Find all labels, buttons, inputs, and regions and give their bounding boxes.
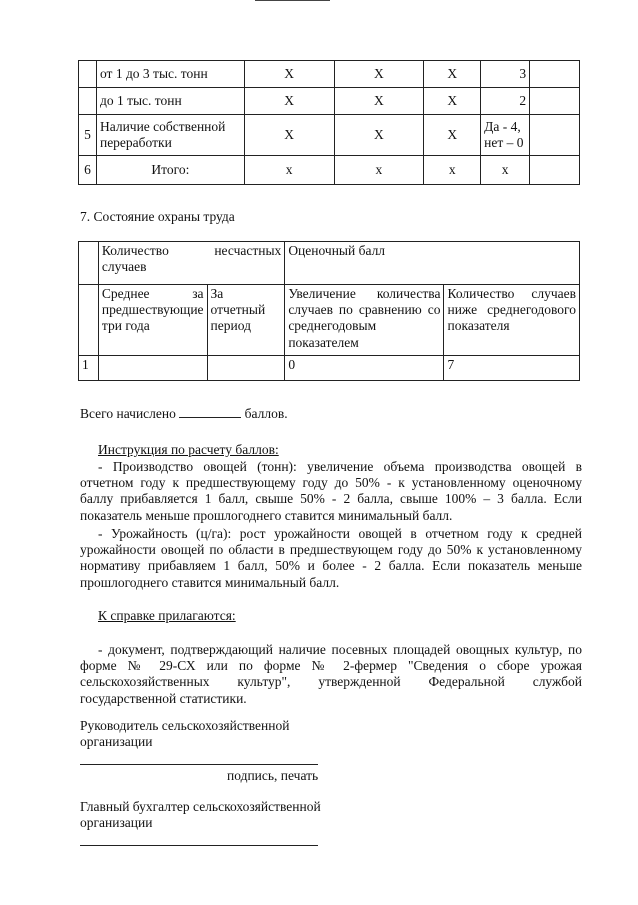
score-cell: 2 — [481, 88, 530, 115]
table-cell — [79, 285, 99, 356]
total-suffix: баллов. — [244, 406, 288, 421]
table-cell: X — [424, 115, 481, 156]
table-cell: 7 — [444, 356, 580, 381]
table-cell: X — [334, 61, 424, 88]
table-cell — [530, 88, 580, 115]
table-row — [79, 61, 580, 88]
head-signature-label: Руководитель сельскохозяйственной организации — [80, 718, 290, 750]
head-signature-line[interactable] — [80, 764, 318, 765]
table-cell — [98, 356, 207, 381]
instructions-heading: Инструкция по расчету баллов: — [98, 442, 279, 457]
table-cell — [530, 156, 580, 185]
row-label: Наличие собственной переработки — [96, 115, 244, 156]
accountant-signature-label: Главный бухгалтер сельскохозяйственной организации — [80, 799, 321, 831]
attachments-heading: К справке прилагаются: — [98, 608, 236, 623]
table-header-row — [79, 285, 580, 356]
row-label: до 1 тыс. тонн — [96, 88, 244, 115]
table-cell — [530, 61, 580, 88]
row-number — [79, 88, 97, 115]
table-cell — [79, 242, 99, 285]
table-cell: 0 — [285, 356, 444, 381]
top-edge-line — [255, 0, 330, 1]
accountant-signature-line[interactable] — [80, 845, 318, 846]
total-line — [80, 406, 288, 422]
row-number: 1 — [79, 356, 99, 381]
row-number: 5 — [79, 115, 97, 156]
table-cell: X — [244, 115, 334, 156]
table-row — [79, 115, 580, 156]
score-cell: х — [481, 156, 530, 185]
total-blank-field[interactable] — [179, 406, 241, 418]
header-below: Количество случаев ниже среднегодового показателя — [444, 285, 580, 356]
table-cell: X — [424, 61, 481, 88]
table-cell: X — [244, 88, 334, 115]
instruction-paragraph: - Урожайность (ц/га): рост урожайности овощей в отчетном году к средней урожайности овощей по области в предшествующем году до 50% к установленному нормативу прибавляем 1 балл, 50% и более - 2 балла. Если показатель меньше прошлогоднего ставится минимальный балл. — [80, 526, 582, 590]
table-row — [79, 356, 580, 381]
header-average: Среднее за предшествующие три года — [98, 285, 207, 356]
table-row — [79, 88, 580, 115]
header-period: За отчетный период — [207, 285, 285, 356]
total-prefix: Всего начислено — [80, 406, 176, 421]
table-cell: X — [424, 88, 481, 115]
table-header-row — [79, 242, 580, 285]
score-cell: Да - 4, нет – 0 — [481, 115, 530, 156]
table-cell: х — [424, 156, 481, 185]
table-cell — [530, 115, 580, 156]
row-number: 6 — [79, 156, 97, 185]
table-cell: х — [334, 156, 424, 185]
table-cell — [207, 356, 285, 381]
signature-caption: подпись, печать — [227, 768, 319, 783]
instruction-paragraph: - Производство овощей (тонн): увеличение объема производства овощей в отчетном году к предшествующему году до 50% - к установленному оценочному баллу прибавляется 1 балл, свыше 50% - 2 балла, свыше 100% – 3 балла. Если показатель меньше прошлогоднего ставится минимальный балл. — [80, 459, 582, 523]
table-cell: х — [244, 156, 334, 185]
table-cell: X — [334, 115, 424, 156]
attachment-paragraph: - документ, подтверждающий наличие посевных площадей овощных культур, по форме № 29-СХ или по форме № 2-фермер "Сведения о сборе урожая сельскохозяйственных культур", утвержденной Федеральной службой государственной статистики. — [80, 642, 582, 706]
header-accidents: Количество несчастных случаев — [98, 242, 284, 285]
production-score-table — [78, 60, 580, 185]
row-number — [79, 61, 97, 88]
section-title: 7. Состояние охраны труда — [80, 209, 235, 224]
row-label: от 1 до 3 тыс. тонн — [96, 61, 244, 88]
table-cell: X — [334, 88, 424, 115]
header-increase: Увеличение количества случаев по сравнению со среднегодовым показателем — [285, 285, 444, 356]
table-row — [79, 156, 580, 185]
score-cell: 3 — [481, 61, 530, 88]
row-label: Итого: — [96, 156, 244, 185]
labor-safety-table — [78, 241, 580, 381]
table-cell: X — [244, 61, 334, 88]
header-score: Оценочный балл — [285, 242, 580, 285]
